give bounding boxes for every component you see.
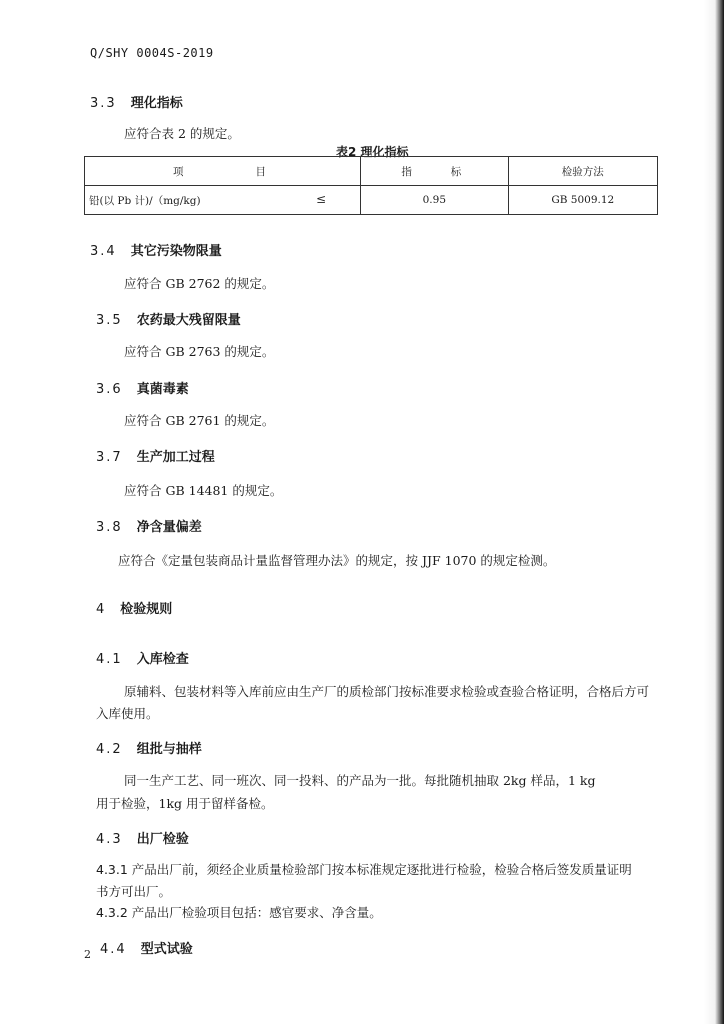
table-header-row: [85, 157, 658, 186]
table-row: [85, 186, 658, 215]
cell-method: GB 5009.12: [508, 186, 657, 215]
header-item: 项 目: [85, 157, 361, 186]
table-2: [84, 156, 658, 215]
section-4-1-text-line2: 入库使用。: [96, 706, 159, 721]
scan-page-edge: [704, 0, 724, 1024]
section-3-6-text: 应符合 GB 2761 的规定。: [124, 413, 275, 428]
table-2-caption: 表2 理化指标: [336, 145, 409, 159]
header-method: 检验方法: [508, 157, 657, 186]
page-number: 2: [84, 948, 91, 961]
section-4-4-heading: 4.4 型式试验: [100, 942, 193, 957]
section-title: 理化指标: [130, 96, 183, 111]
section-4-heading: 4 检验规则: [96, 602, 173, 617]
section-4-3-heading: 4.3 出厂检验: [96, 832, 189, 847]
section-4-3-1-line2: 书方可出厂。: [96, 884, 172, 899]
section-4-2-text-line2: 用于检验，1kg 用于留样备检。: [96, 796, 274, 811]
section-3-4-text: 应符合 GB 2762 的规定。: [124, 276, 275, 291]
section-3-7-heading: 3.7 生产加工过程: [96, 450, 215, 465]
section-4-2-text-line1: 同一生产工艺、同一班次、同一投料、的产品为一批。每批随机抽取 2kg 样品，1 kg: [124, 773, 596, 788]
section-3-5-heading: 3.5 农药最大残留限量: [96, 313, 241, 328]
section-3-5-text: 应符合 GB 2763 的规定。: [124, 344, 275, 359]
section-4-1-heading: 4.1 入库检查: [96, 652, 189, 667]
header-index: 指 标: [361, 157, 509, 186]
section-3-8-heading: 3.8 净含量偏差: [96, 520, 202, 535]
section-3-8-text: 应符合《定量包装商品计量监督管理办法》的规定，按 JJF 1070 的规定检测。: [118, 553, 556, 568]
section-4-3-1-line1: 4.3.1 产品出厂前，须经企业质量检验部门按本标准规定逐批进行检验，检验合格后签发质量证明: [96, 862, 632, 877]
section-4-1-text-line1: 原辅料、包装材料等入库前应由生产厂的质检部门按标准要求检验或查验合格证明，合格后方可: [124, 684, 650, 699]
section-4-3-2: 4.3.2 产品出厂检验项目包括：感官要求、净含量。: [96, 905, 382, 920]
section-4-2-heading: 4.2 组批与抽样: [96, 742, 202, 757]
section-3-3-heading: [90, 92, 183, 111]
cell-value: 0.95: [361, 186, 509, 215]
section-3-3-text: 应符合表 2 的规定。: [124, 126, 240, 141]
section-3-6-heading: 3.6 真菌毒素: [96, 382, 189, 397]
section-3-7-text: 应符合 GB 14481 的规定。: [124, 483, 283, 498]
section-3-4-heading: 3.4 其它污染物限量: [90, 244, 222, 259]
cell-item: 铅(以 Pb 计)/（mg/kg) ≤: [85, 186, 361, 215]
less-equal-symbol: ≤: [316, 192, 327, 206]
section-number: 3.3: [90, 96, 117, 111]
standard-code: Q/SHY 0004S-2019: [90, 46, 214, 60]
